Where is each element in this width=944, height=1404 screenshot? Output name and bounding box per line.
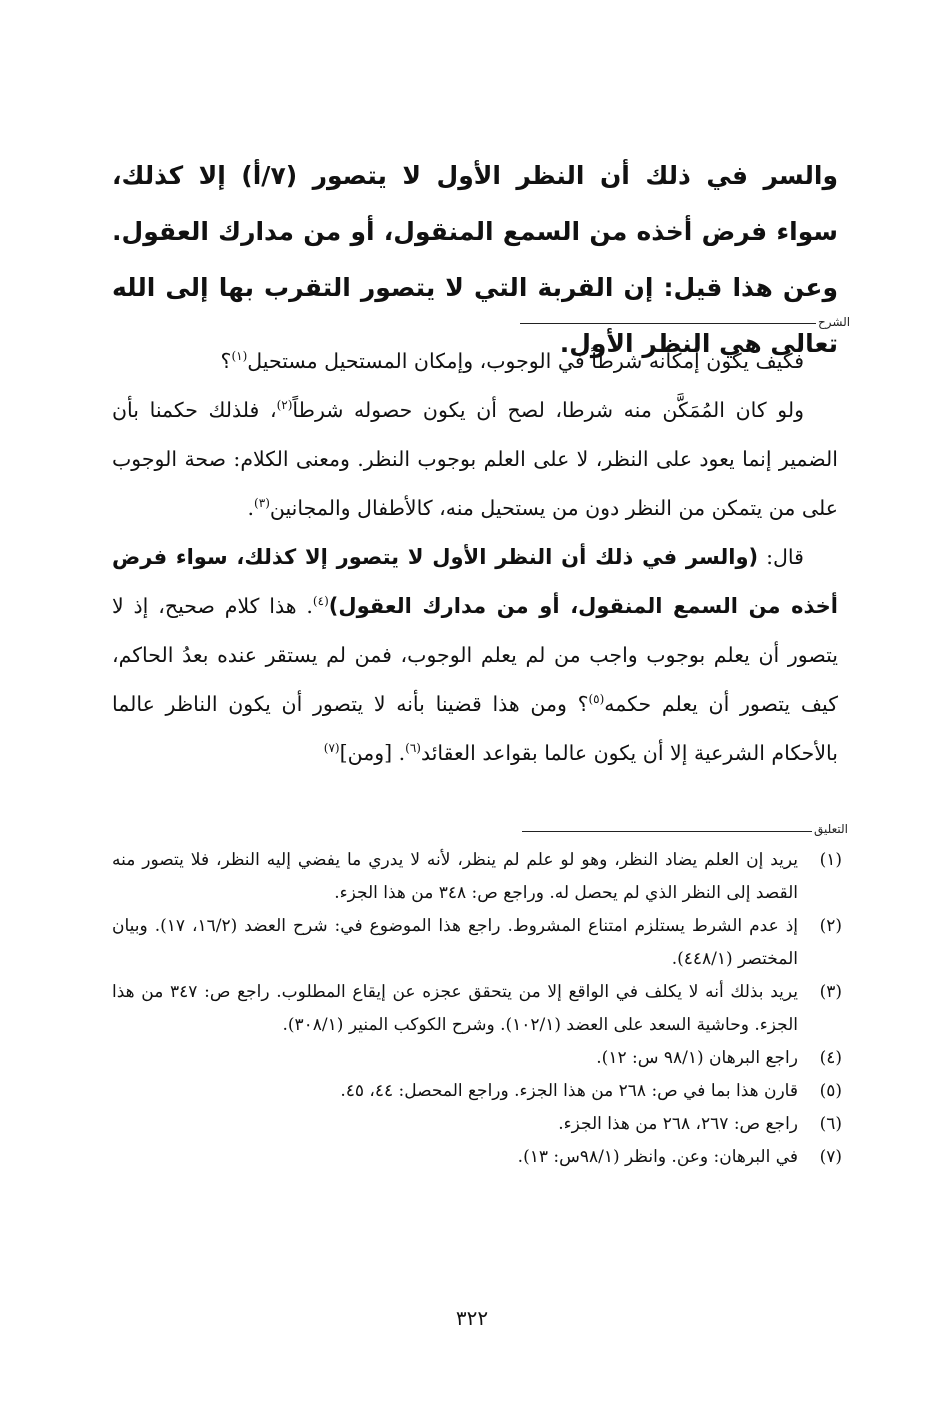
sharh-divider — [520, 323, 816, 324]
footnote-text: إذ عدم الشرط يستلزم امتناع المشروط. راجع هذا الموضوع في: شرح العضد (١٦/٢، ١٧). وبيان المختصر (٤٤٨/١). — [112, 916, 798, 969]
matn-quote: (والسر في ذلك أن النظر الأول لا يتصور إلا كذلك، سواء فرض أخذه من السمع المنقول، أو من مدارك العقول) — [112, 545, 838, 618]
footnote-text: قارن هذا بما في ص: ٢٦٨ من هذا الجزء. وراجع المحصل: ٤٤، ٤٥. — [340, 1081, 798, 1101]
footnote-number: (٤) — [819, 1048, 842, 1068]
footnote-number: (٦) — [819, 1114, 842, 1134]
footnote-ref-3[interactable]: (٣) — [254, 496, 270, 511]
sharh-p2-text: ولو كان المُمَكَّن منه شرطا، لصح أن يكون حصوله شرطاً — [292, 398, 804, 422]
sharh-p2-end: . — [247, 496, 255, 520]
footnote-text: يريد بذلك أنه لا يكلف في الواقع إلا من يتحقق عجزه عن إيقاع المطلوب. راجع ص: ٣٤٧ من هذا الجزء. وحاشية السعد على العضد (١٠٢/١). وشرح الكوكب المنير (٣٠٨/١). — [112, 982, 798, 1035]
sharh-paragraph-2 — [112, 386, 838, 533]
footnote-text: راجع ص: ٢٦٧، ٢٦٨ من هذا الجزء. — [558, 1114, 798, 1134]
footnote-ref-4[interactable]: (٤) — [312, 594, 329, 609]
page-number: ٣٢٢ — [455, 1306, 489, 1330]
footnote-text: راجع البرهان (٩٨/١ س: ١٢). — [596, 1048, 798, 1068]
footnote-7 — [112, 1141, 842, 1174]
footnote-1 — [112, 844, 842, 910]
footnotes-list — [112, 844, 842, 1174]
taliq-divider — [522, 831, 812, 832]
sharh-p1-text: فكيف يكون إمكانه شرطاً في الوجوب، وإمكان المستحيل مستحيل — [247, 349, 804, 373]
sharh-p3-text-1: . هذا كلام صحيح، إذ لا يتصور أن يعلم بوجوب واجب من لم يعلم الوجوب، فمن لم يستقر عنده بعدُ الحاكم، كيف يتصور أن يعلم حكمه — [112, 594, 838, 716]
sharh-p1-end: ؟ — [220, 349, 232, 373]
footnote-ref-7[interactable]: (٧) — [323, 741, 340, 756]
footnote-number: (٣) — [819, 982, 842, 1002]
sharh-section-label: الشرح — [818, 315, 851, 329]
footnote-6 — [112, 1108, 842, 1141]
sharh-p2-rest: ، فلذلك حكمنا بأن الضمير إنما يعود على النظر، لا على العلم بوجوب النظر. ومعنى الكلام: صحة الوجوب على من يتمكن من النظر دون من يستحيل منه، كالأطفال والمجانين — [112, 398, 838, 520]
footnote-number: (١) — [819, 850, 842, 870]
footnote-4 — [112, 1042, 842, 1075]
footnote-3 — [112, 976, 842, 1042]
footnote-2 — [112, 910, 842, 976]
footnote-5 — [112, 1075, 842, 1108]
footnote-text: يريد إن العلم يضاد النظر، وهو لو علم لم ينظر، لأنه لا يدري ما يفضي إليه النظر، فلا يتصور منه القصد إلى النظر الذي لم يحصل له. وراجع ص: ٣٤٨ من هذا الجزء. — [112, 850, 798, 903]
footnote-number: (٧) — [819, 1147, 842, 1167]
matn-paragraph: والسر في ذلك أن النظر الأول لا يتصور (٧/أ) إلا كذلك، سواء فرض أخذه من السمع المنقول، أو من مدارك العقول. وعن هذا قيل: إن القربة التي لا يتصور التقرب بها إلى الله تعالى هي النظر الأول. — [112, 161, 838, 358]
sharh-paragraph-3 — [112, 533, 838, 778]
footnote-ref-6[interactable]: (٦) — [405, 741, 421, 756]
footnote-number: (٥) — [819, 1081, 842, 1101]
taliq-section-label: التعليق — [814, 822, 849, 836]
sharh-p3-text-3: . [ومن] — [339, 741, 406, 765]
footnote-number: (٢) — [819, 916, 842, 936]
footnote-ref-5[interactable]: (٥) — [588, 692, 605, 707]
footnote-ref-2[interactable]: (٢) — [276, 398, 293, 413]
qala-word: قال: — [766, 545, 804, 569]
footnote-text: في البرهان: وعن. وانظر (٩٨/١س: ١٣). — [517, 1147, 798, 1167]
sharh-text-block — [112, 337, 838, 778]
sharh-p3-text-2: ؟ ومن هذا قضينا بأنه لا يتصور أن يكون الناظر عالما بالأحكام الشرعية إلا أن يكون عالما بقواعد العقائد — [112, 692, 838, 765]
footnote-ref-1[interactable]: (١) — [231, 349, 248, 364]
sharh-paragraph-1 — [112, 337, 838, 386]
